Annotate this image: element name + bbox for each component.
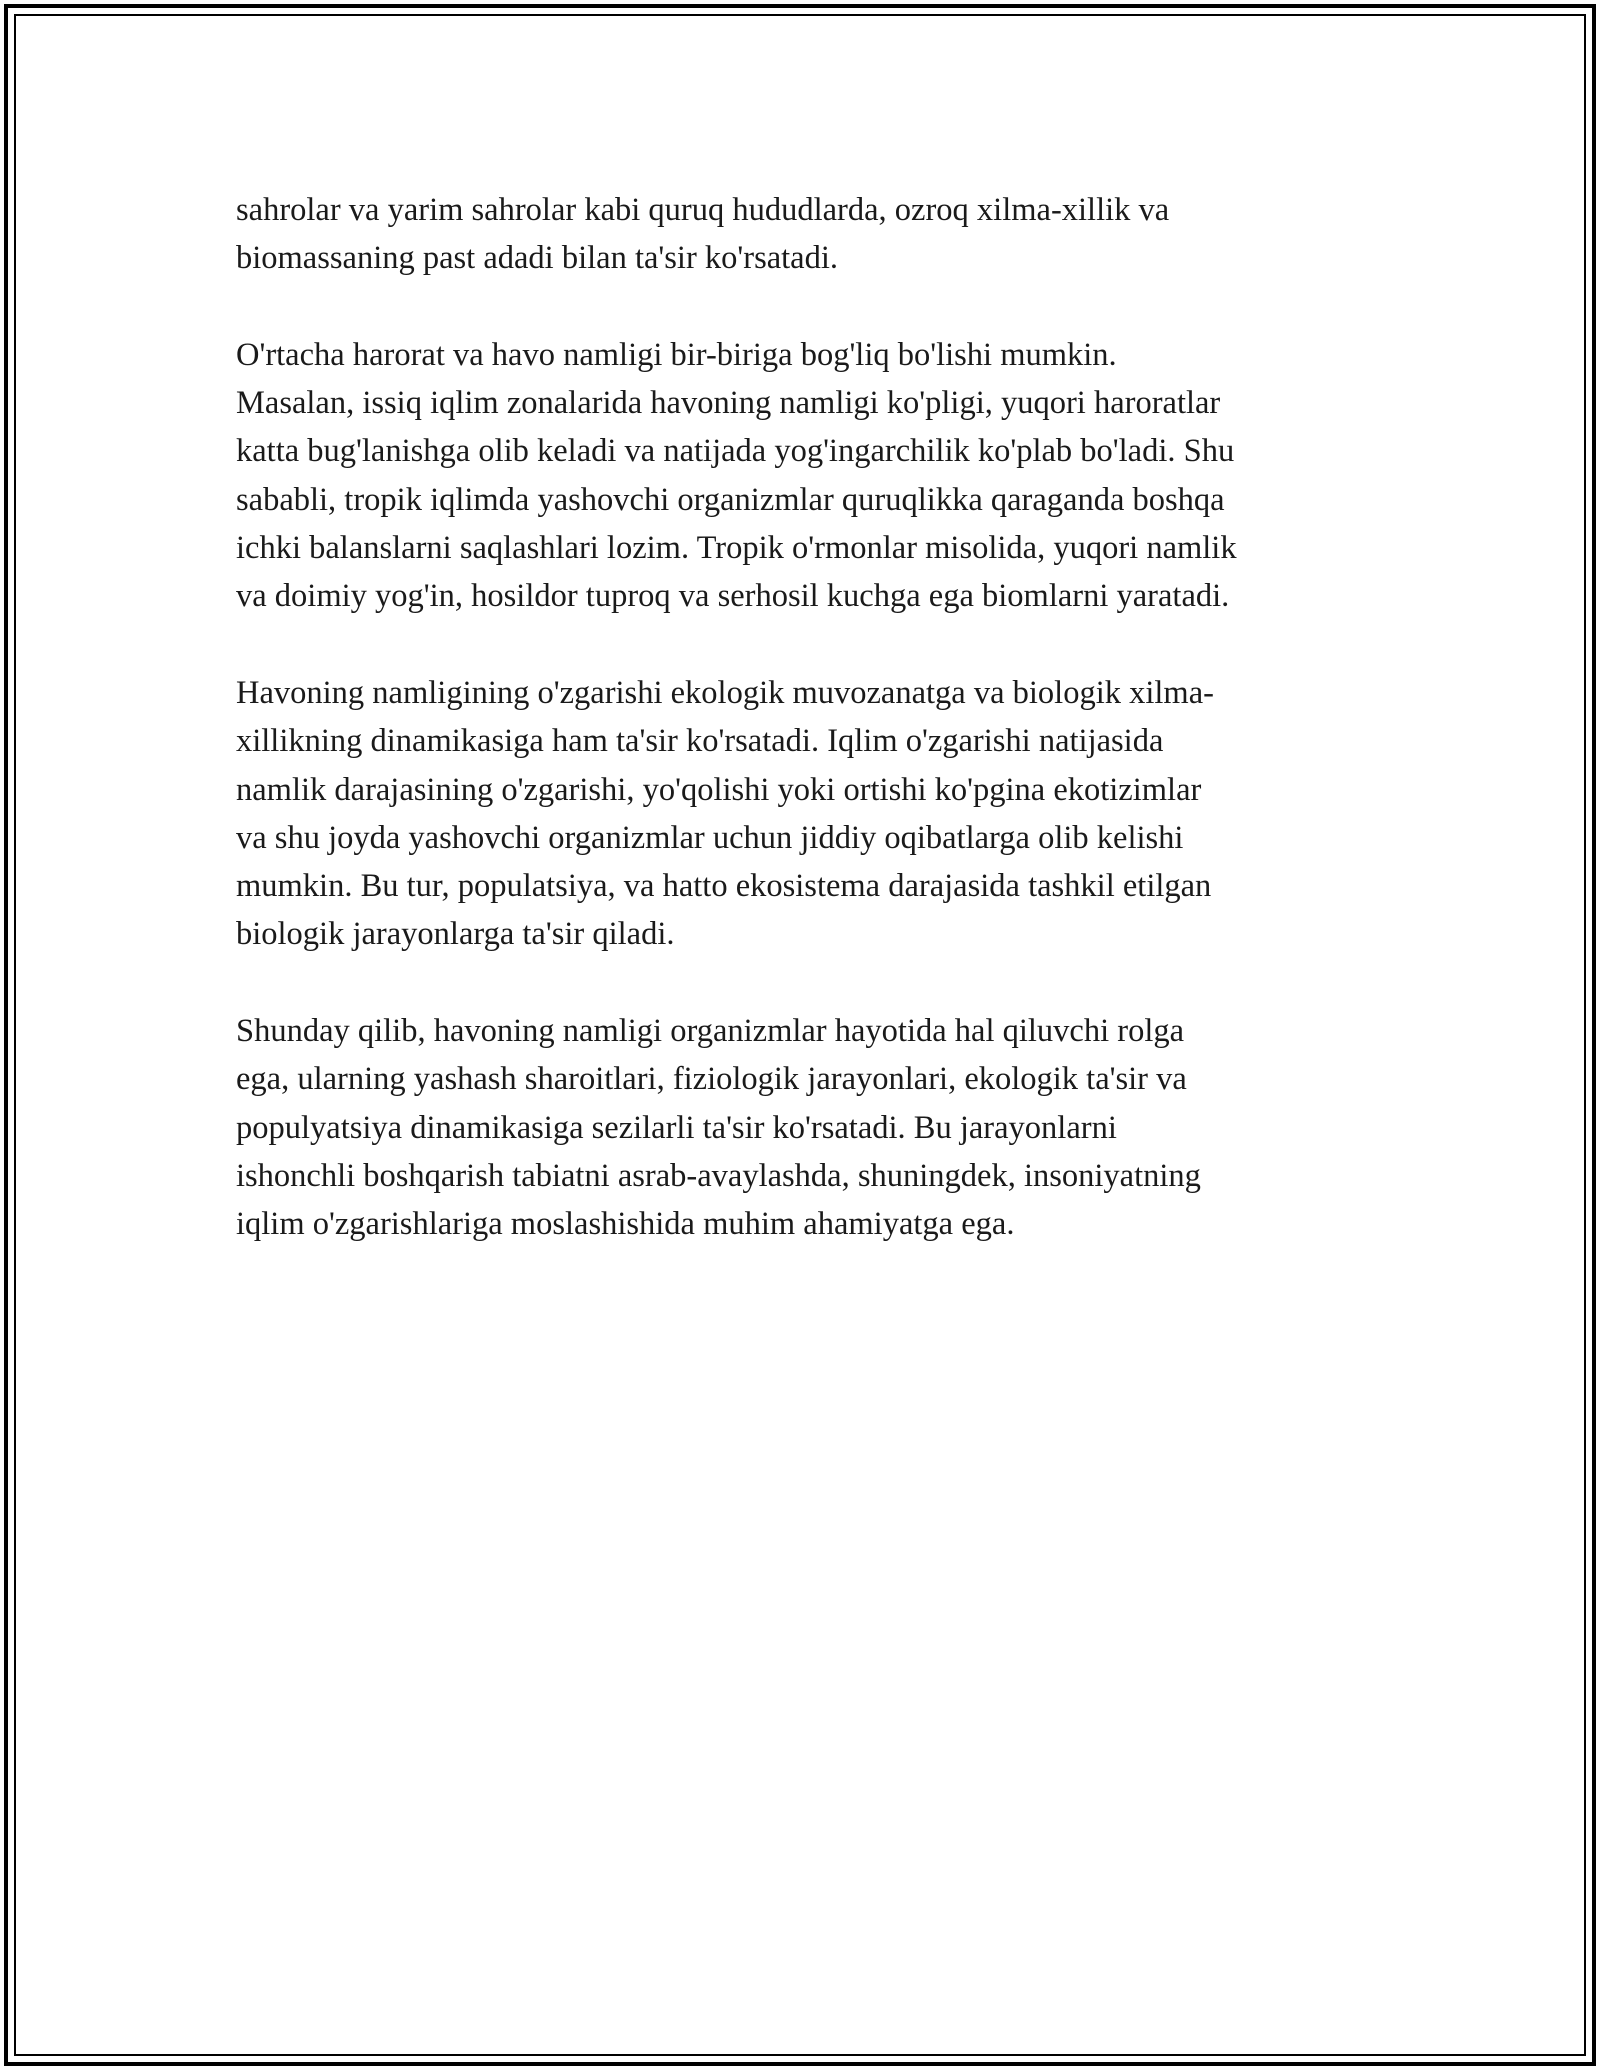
text-line: katta bug'lanishga olib keladi va natijada yog'ingarchilik ko'plab bo'ladi. Shu (236, 433, 1235, 470)
text-line: namlik darajasining o'zgarishi, yo'qolishi yoki ortishi ko'pgina ekotizimlar (236, 771, 1202, 808)
text-line: Havoning namligining o'zgarishi ekologik muvozanatga va biologik xilma- (236, 674, 1214, 711)
paragraph-3 (236, 669, 1386, 959)
text-line: biomassaning past adadi bilan ta'sir ko'rsatadi. (236, 240, 838, 277)
text-line: populyatsiya dinamikasiga sezilarli ta'sir ko'rsatadi. Bu jarayonlarni (236, 1109, 1117, 1146)
text-line: iqlim o'zgarishlariga moslashishida muhim ahamiyatga ega. (236, 1206, 1015, 1243)
text-line: Shunday qilib, havoning namligi organizmlar hayotida hal qiluvchi rolga (236, 1013, 1185, 1050)
text-line: sahrolar va yarim sahrolar kabi quruq hududlarda, ozroq xilma-xillik va (236, 192, 1170, 228)
document-body (236, 186, 1386, 1297)
paragraph-1 (236, 186, 1386, 283)
paragraph-2 (236, 331, 1386, 621)
text-line: Masalan, issiq iqlim zonalarida havoning namligi ko'pligi, yuqori haroratlar (236, 385, 1221, 422)
text-line: va shu joyda yashovchi organizmlar uchun jiddiy oqibatlarga olib kelishi (236, 819, 1184, 856)
text-line: O'rtacha harorat va havo namligi bir-biriga bog'liq bo'lishi mumkin. (236, 336, 1117, 373)
text-line: xillikning dinamikasiga ham ta'sir ko'rsatadi. Iqlim o'zgarishi natijasida (236, 723, 1164, 760)
paragraph-4 (236, 1007, 1386, 1248)
text-line: sababli, tropik iqlimda yashovchi organizmlar quruqlikka qaraganda boshqa (236, 481, 1225, 518)
text-line: va doimiy yog'in, hosildor tuproq va serhosil kuchga ega biomlarni yaratadi. (236, 578, 1230, 615)
text-line: ega, ularning yashash sharoitlari, fiziologik jarayonlari, ekologik ta'sir va (236, 1061, 1187, 1098)
text-line: ishonchli boshqarish tabiatni asrab-avaylashda, shuningdek, insoniyatning (236, 1157, 1201, 1194)
text-line: biologik jarayonlarga ta'sir qiladi. (236, 916, 675, 953)
text-line: ichki balanslarni saqlashlari lozim. Tropik o'rmonlar misolida, yuqori namlik (236, 530, 1237, 567)
text-line: mumkin. Bu tur, populatsiya, va hatto ekosistema darajasida tashkil etilgan (236, 868, 1212, 905)
